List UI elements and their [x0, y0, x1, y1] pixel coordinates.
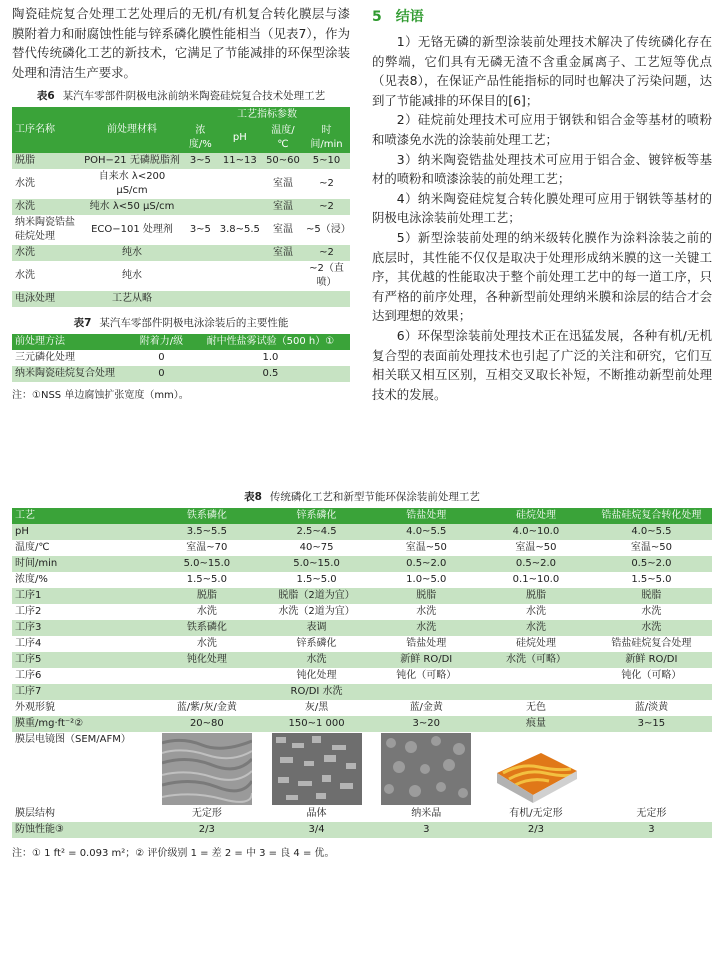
cell: 无定形 — [591, 806, 712, 822]
conclusion-item-1: 1）无铬无磷的新型涂装前处理技术解决了传统磷化存在的弊端，它们具有无磷无渣不含重金属离子、工艺短等优点（见表8），在保证产品性能指标的同时也解决了污染问题，达到了节能减排的环保目的[6]； — [372, 34, 712, 108]
cell: 2/3 — [481, 822, 591, 838]
cell: 0.5 — [191, 366, 350, 382]
cell: 2.5~4.5 — [262, 524, 372, 540]
table-row — [12, 261, 350, 291]
right-column — [372, 4, 712, 404]
cell: 痕量 — [481, 716, 591, 732]
table-row — [12, 604, 712, 620]
sem-image-cell — [152, 732, 262, 806]
cell: 纳米陶瓷锆盐硅烷处理 — [12, 215, 80, 245]
cell — [263, 261, 303, 291]
cell: 工序1 — [12, 588, 152, 604]
cell: 工序2 — [12, 604, 152, 620]
table-row — [12, 668, 712, 684]
cell: 温度/℃ — [12, 540, 152, 556]
table-row — [12, 169, 350, 199]
cell: pH — [12, 524, 152, 540]
cell: 水洗 — [12, 199, 80, 215]
cell: 灰/黑 — [262, 700, 372, 716]
cell: 锌系磷化 — [262, 636, 372, 652]
table6-caption — [12, 88, 350, 103]
table8-note: 注：① 1 ft² = 0.093 m²；② 评价级别 1 = 差 2 = 中 3 = 良 4 = 优。 — [12, 848, 335, 859]
cell: 水洗 — [12, 245, 80, 261]
t6-h-process: 工序名称 — [12, 107, 80, 153]
cell — [217, 291, 263, 307]
afm-silane-image — [491, 733, 581, 805]
cell: 4.0~10.0 — [481, 524, 591, 540]
cell: 钝化处理 — [262, 668, 372, 684]
cell: RO/DI 水洗 — [262, 684, 372, 700]
cell: 脱脂 — [152, 588, 262, 604]
cell: 5~10 — [303, 153, 350, 169]
cell: 水洗 — [371, 604, 481, 620]
cell: 水洗 — [591, 620, 712, 636]
cell: 工序6 — [12, 668, 152, 684]
cell: 11~13 — [217, 153, 263, 169]
t8-header: 工艺 — [12, 508, 152, 524]
cell: 膜层结构 — [12, 806, 152, 822]
t7-h-salt: 耐中性盐雾试验（500 h）① — [191, 334, 350, 350]
table-row — [12, 684, 712, 700]
cell: 新鲜 RO/DI — [371, 652, 481, 668]
cell: 4.0~5.5 — [371, 524, 481, 540]
t6-h-material: 前处理材料 — [80, 107, 184, 153]
cell: 纯水 λ<50 μS/cm — [80, 199, 184, 215]
cell: 无色 — [481, 700, 591, 716]
t6-h-temp: 温度/℃ — [263, 123, 303, 153]
cell: 3.8~5.5 — [217, 215, 263, 245]
cell: 40~75 — [262, 540, 372, 556]
cell: ~2 — [303, 169, 350, 199]
cell: 150~1 000 — [262, 716, 372, 732]
cell: 纳米晶 — [371, 806, 481, 822]
t6-h-params: 工艺指标参数 — [184, 107, 350, 123]
sem-image-cell — [262, 732, 372, 806]
cell: 水洗 — [591, 604, 712, 620]
cell: 脱脂 — [12, 153, 80, 169]
table7-note: 注：①NSS 单边腐蚀扩张宽度（mm）。 — [12, 390, 189, 402]
cell: 浓度/% — [12, 572, 152, 588]
cell: 3~5 — [184, 153, 217, 169]
cell: ~5（浸） — [303, 215, 350, 245]
table6 — [12, 107, 350, 307]
left-paragraph: 陶瓷硅烷复合处理工艺处理后的无机/有机复合转化膜层与漆膜附着力和耐腐蚀性能与锌系磷化膜性能相当（见表7），作为替代传统磷化工艺的新技术，它满足了节能减排的环保型涂装处理和清洁生产要求。 — [12, 6, 350, 80]
cell: 20~80 — [152, 716, 262, 732]
cell — [217, 169, 263, 199]
cell: 3.5~5.5 — [152, 524, 262, 540]
cell: 纳米陶瓷硅烷复合处理 — [12, 366, 132, 382]
cell: 水洗 — [481, 604, 591, 620]
sem-zirconium-image — [381, 733, 471, 805]
conclusion-item-4: 4）纳米陶瓷硅烷复合转化膜处理可应用于钢铁等基材的阴极电泳涂装前处理工艺； — [372, 190, 712, 226]
table7-caption — [12, 315, 350, 330]
cell: 纯水 — [80, 261, 184, 291]
cell: 锆盐硅烷复合处理 — [591, 636, 712, 652]
table-row — [12, 245, 350, 261]
cell — [303, 291, 350, 307]
cell: 脱脂 — [481, 588, 591, 604]
cell: 2/3 — [152, 822, 262, 838]
cell: 时间/min — [12, 556, 152, 572]
t7-h-adhesion: 附着力/级 — [132, 334, 191, 350]
conclusion-item-2: 2）硅烷前处理技术可应用于钢铁和铝合金等基材的喷粉和喷漆免水洗的涂装前处理工艺； — [372, 112, 712, 147]
sem-image-cell — [481, 732, 591, 806]
cell: 1.5~5.0 — [591, 572, 712, 588]
cell — [371, 684, 481, 700]
cell: 钝化（可略） — [371, 668, 481, 684]
cell: 水洗（2道为宜） — [262, 604, 372, 620]
cell — [152, 668, 262, 684]
cell — [481, 684, 591, 700]
table8-section — [12, 484, 712, 859]
table8-caption — [12, 489, 712, 504]
cell: 纯水 — [80, 245, 184, 261]
table-row — [12, 588, 712, 604]
table6-caption-num: 表6 — [36, 90, 55, 103]
sem-image-cell — [591, 732, 712, 806]
cell: 室温 — [263, 215, 303, 245]
cell: 水洗 — [481, 620, 591, 636]
cell: 工序7 — [12, 684, 152, 700]
left-column — [12, 4, 350, 401]
table-row — [12, 636, 712, 652]
sem-iron-phosphate-image — [162, 733, 252, 805]
cell: 水洗 — [371, 620, 481, 636]
cell: 水洗（可略） — [481, 652, 591, 668]
table7 — [12, 334, 350, 382]
cell: 1.0 — [191, 350, 350, 366]
sem-zinc-phosphate-image — [272, 733, 362, 805]
cell: 无定形 — [152, 806, 262, 822]
cell — [184, 261, 217, 291]
image-row — [12, 732, 712, 806]
table8 — [12, 508, 712, 838]
cell: 3 — [371, 822, 481, 838]
cell — [217, 199, 263, 215]
cell: 防蚀性能③ — [12, 822, 152, 838]
cell: 硅烷处理 — [481, 636, 591, 652]
table-row — [12, 524, 712, 540]
t8-header: 硅烷处理 — [481, 508, 591, 524]
table-row — [12, 652, 712, 668]
table-row — [12, 620, 712, 636]
cell: 蓝/紫/灰/金黄 — [152, 700, 262, 716]
cell: 水洗 — [12, 261, 80, 291]
cell: 0.5~2.0 — [591, 556, 712, 572]
cell: 0 — [132, 350, 191, 366]
cell: 0.5~2.0 — [481, 556, 591, 572]
t8-header: 锆盐处理 — [371, 508, 481, 524]
cell: 表调 — [262, 620, 372, 636]
section-heading — [372, 6, 712, 26]
cell: 工序5 — [12, 652, 152, 668]
table-row — [12, 215, 350, 245]
cell: 脱脂 — [371, 588, 481, 604]
cell: 三元磷化处理 — [12, 350, 132, 366]
cell: 3/4 — [262, 822, 372, 838]
cell: 室温 — [263, 199, 303, 215]
cell: 新鲜 RO/DI — [591, 652, 712, 668]
cell: 1.5~5.0 — [262, 572, 372, 588]
table-row — [12, 350, 350, 366]
cell: ~2 — [303, 199, 350, 215]
table-row — [12, 291, 350, 307]
cell: 电泳处理 — [12, 291, 80, 307]
t8-header: 铁系磷化 — [152, 508, 262, 524]
cell — [217, 261, 263, 291]
cell: 铁系磷化 — [152, 620, 262, 636]
cell: 0 — [132, 366, 191, 382]
table-row — [12, 199, 350, 215]
cell: 5.0~15.0 — [262, 556, 372, 572]
cell: 晶体 — [262, 806, 372, 822]
cell: 有机/无定形 — [481, 806, 591, 822]
table-row — [12, 540, 712, 556]
cell: 钝化（可略） — [591, 668, 712, 684]
cell: ~2 — [303, 245, 350, 261]
cell: 锆盐处理 — [371, 636, 481, 652]
table-row — [12, 716, 712, 732]
cell: 蓝/淡黄 — [591, 700, 712, 716]
cell: 0.1~10.0 — [481, 572, 591, 588]
table-row — [12, 572, 712, 588]
section-number: 5 — [372, 9, 382, 25]
cell: 外观形貌 — [12, 700, 152, 716]
conclusion-item-3: 3）纳米陶瓷锆盐处理技术可应用于铝合金、镀锌板等基材的喷粉和喷漆涂装的前处理工艺； — [372, 151, 712, 187]
cell — [184, 199, 217, 215]
cell: 脱脂（2道为宜） — [262, 588, 372, 604]
cell: 1.5~5.0 — [152, 572, 262, 588]
table-row — [12, 366, 350, 382]
cell: 4.0~5.5 — [591, 524, 712, 540]
t6-h-ph: pH — [217, 123, 263, 153]
cell: 室温~50 — [591, 540, 712, 556]
cell: 工艺从略 — [80, 291, 184, 307]
cell: 钝化处理 — [152, 652, 262, 668]
conclusion-item-5: 5）新型涂装前处理的纳米级转化膜作为涂料涂装之前的底层时，其性能不仅仅是取决于处理形成纳米膜的这一关键工序，其优越的性能取决于整个前处理工艺中的每一道工序，只有严格的前序处理，各种新型前处理纳米膜和涂层的结合才会达到理想的效果； — [372, 229, 712, 324]
t7-h-method: 前处理方法 — [12, 334, 132, 350]
cell: 室温~50 — [371, 540, 481, 556]
cell: 水洗 — [12, 169, 80, 199]
cell: 3~5 — [184, 215, 217, 245]
cell: 0.5~2.0 — [371, 556, 481, 572]
cell: 3 — [591, 822, 712, 838]
cell — [184, 291, 217, 307]
table-row — [12, 822, 712, 838]
cell: 蓝/金黄 — [371, 700, 481, 716]
cell: 自来水 λ<200 μS/cm — [80, 169, 184, 199]
cell — [184, 169, 217, 199]
t6-h-conc: 浓度/% — [184, 123, 217, 153]
cell: 水洗 — [152, 604, 262, 620]
cell: 5.0~15.0 — [152, 556, 262, 572]
cell — [481, 668, 591, 684]
table-row — [12, 700, 712, 716]
cell — [263, 291, 303, 307]
cell: 室温~50 — [481, 540, 591, 556]
cell: 水洗 — [262, 652, 372, 668]
cell: 3~20 — [371, 716, 481, 732]
cell: 工序4 — [12, 636, 152, 652]
t6-h-time: 时间/min — [303, 123, 350, 153]
t8-header: 锆盐硅烷复合转化处理 — [591, 508, 712, 524]
section-title: 结语 — [395, 9, 424, 25]
cell: 脱脂 — [591, 588, 712, 604]
cell: 室温 — [263, 245, 303, 261]
cell: 50~60 — [263, 153, 303, 169]
cell — [591, 684, 712, 700]
sem-image-cell — [371, 732, 481, 806]
cell: POH−21 无磷脱脂剂 — [80, 153, 184, 169]
cell: ECO−101 处理剂 — [80, 215, 184, 245]
table7-caption-num: 表7 — [73, 317, 92, 330]
cell — [152, 684, 262, 700]
table8-caption-text: 传统磷化工艺和新型节能环保涂装前处理工艺 — [269, 491, 480, 503]
cell: ~2（直喷） — [303, 261, 350, 291]
table-row — [12, 556, 712, 572]
table8-caption-num: 表8 — [244, 491, 262, 503]
table6-caption-text: 某汽车零部件阴极电泳前纳米陶瓷硅烷复合技术处理工艺 — [62, 90, 326, 103]
table-row — [12, 806, 712, 822]
cell: 室温 — [263, 169, 303, 199]
cell — [184, 245, 217, 261]
t8-header: 锌系磷化 — [262, 508, 372, 524]
cell: 1.0~5.0 — [371, 572, 481, 588]
cell: 膜重/mg·ft⁻²② — [12, 716, 152, 732]
cell: 水洗 — [152, 636, 262, 652]
cell: 室温~70 — [152, 540, 262, 556]
cell: 3~15 — [591, 716, 712, 732]
image-row-label: 膜层电镜图（SEM/AFM） — [12, 732, 152, 806]
conclusion-item-6: 6）环保型涂装前处理技术正在迅猛发展，各种有机/无机复合型的表面前处理技术也引起了广泛的关注和研究，它们互相关联又相互区别，互相交叉取长补短，不断推动新型前处理技术的发展。 — [372, 327, 712, 402]
table-row — [12, 153, 350, 169]
cell — [217, 245, 263, 261]
table7-caption-text: 某汽车零部件阴极电泳涂装后的主要性能 — [99, 317, 289, 330]
cell: 工序3 — [12, 620, 152, 636]
